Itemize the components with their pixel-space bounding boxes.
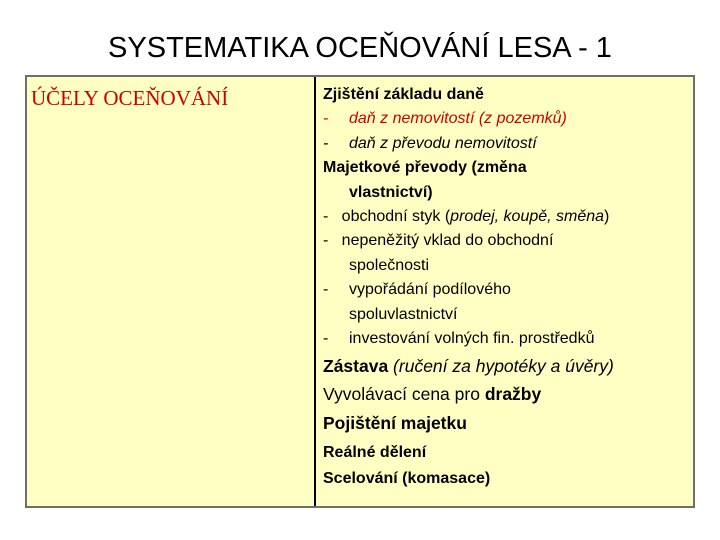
left-column-heading: ÚČELY OCEŇOVÁNÍ [31, 86, 229, 110]
list-item-text: daň z převodu nemovitostí [349, 134, 537, 152]
dash: - [323, 110, 329, 128]
column-divider [314, 77, 316, 506]
dash: - [323, 329, 329, 347]
list-item-settlement-cont: spoluvlastnictví [349, 305, 458, 323]
list-item-text-end: ) [604, 207, 610, 225]
list-item-text: nepeněžitý vklad do obchodní [341, 232, 554, 250]
auction-bold: dražby [484, 384, 542, 405]
dash: - [323, 207, 329, 225]
auction-line [323, 379, 693, 409]
list-item-text: daň z nemovitostí (z pozemků) [349, 110, 567, 128]
list-item-property-tax [323, 107, 693, 131]
list-item-trade [323, 205, 693, 229]
list-item-contribution-cont: společnosti [349, 256, 430, 274]
dash: - [323, 232, 329, 250]
list-item-investment [323, 327, 693, 351]
tax-base-heading: Zjištění základu daně [323, 86, 484, 103]
property-transfers-heading-cont: vlastnictví) [349, 183, 433, 201]
list-item-text: investování volných fin. prostředků [349, 329, 595, 347]
dash: - [323, 134, 329, 152]
dash: - [323, 281, 329, 299]
pledge-detail: (ručení za hypotéky a úvěry) [388, 356, 614, 377]
consolidation-line: Scelování (komasace) [323, 470, 491, 488]
list-item-settlement [323, 278, 693, 302]
list-item-text: obchodní styk ( [341, 207, 451, 225]
right-column-content [323, 83, 693, 491]
list-item-text: vypořádání podílového [349, 281, 511, 299]
content-table [25, 75, 695, 508]
auction-text: Vyvolávací cena pro [323, 384, 485, 405]
pledge-line [323, 353, 693, 379]
list-item-italic-text: prodej, koupě, směna [450, 207, 605, 225]
property-transfers-heading: Majetkové převody (změna [323, 159, 527, 177]
real-division-line: Reálné dělení [323, 444, 427, 462]
pledge-label: Zástava [323, 356, 389, 377]
list-item-transfer-tax [323, 132, 693, 156]
list-item-contribution [323, 229, 693, 253]
insurance-line: Pojištění majetku [323, 413, 467, 434]
slide-title: SYSTEMATIKA OCEŇOVÁNÍ LESA - 1 [108, 32, 612, 64]
